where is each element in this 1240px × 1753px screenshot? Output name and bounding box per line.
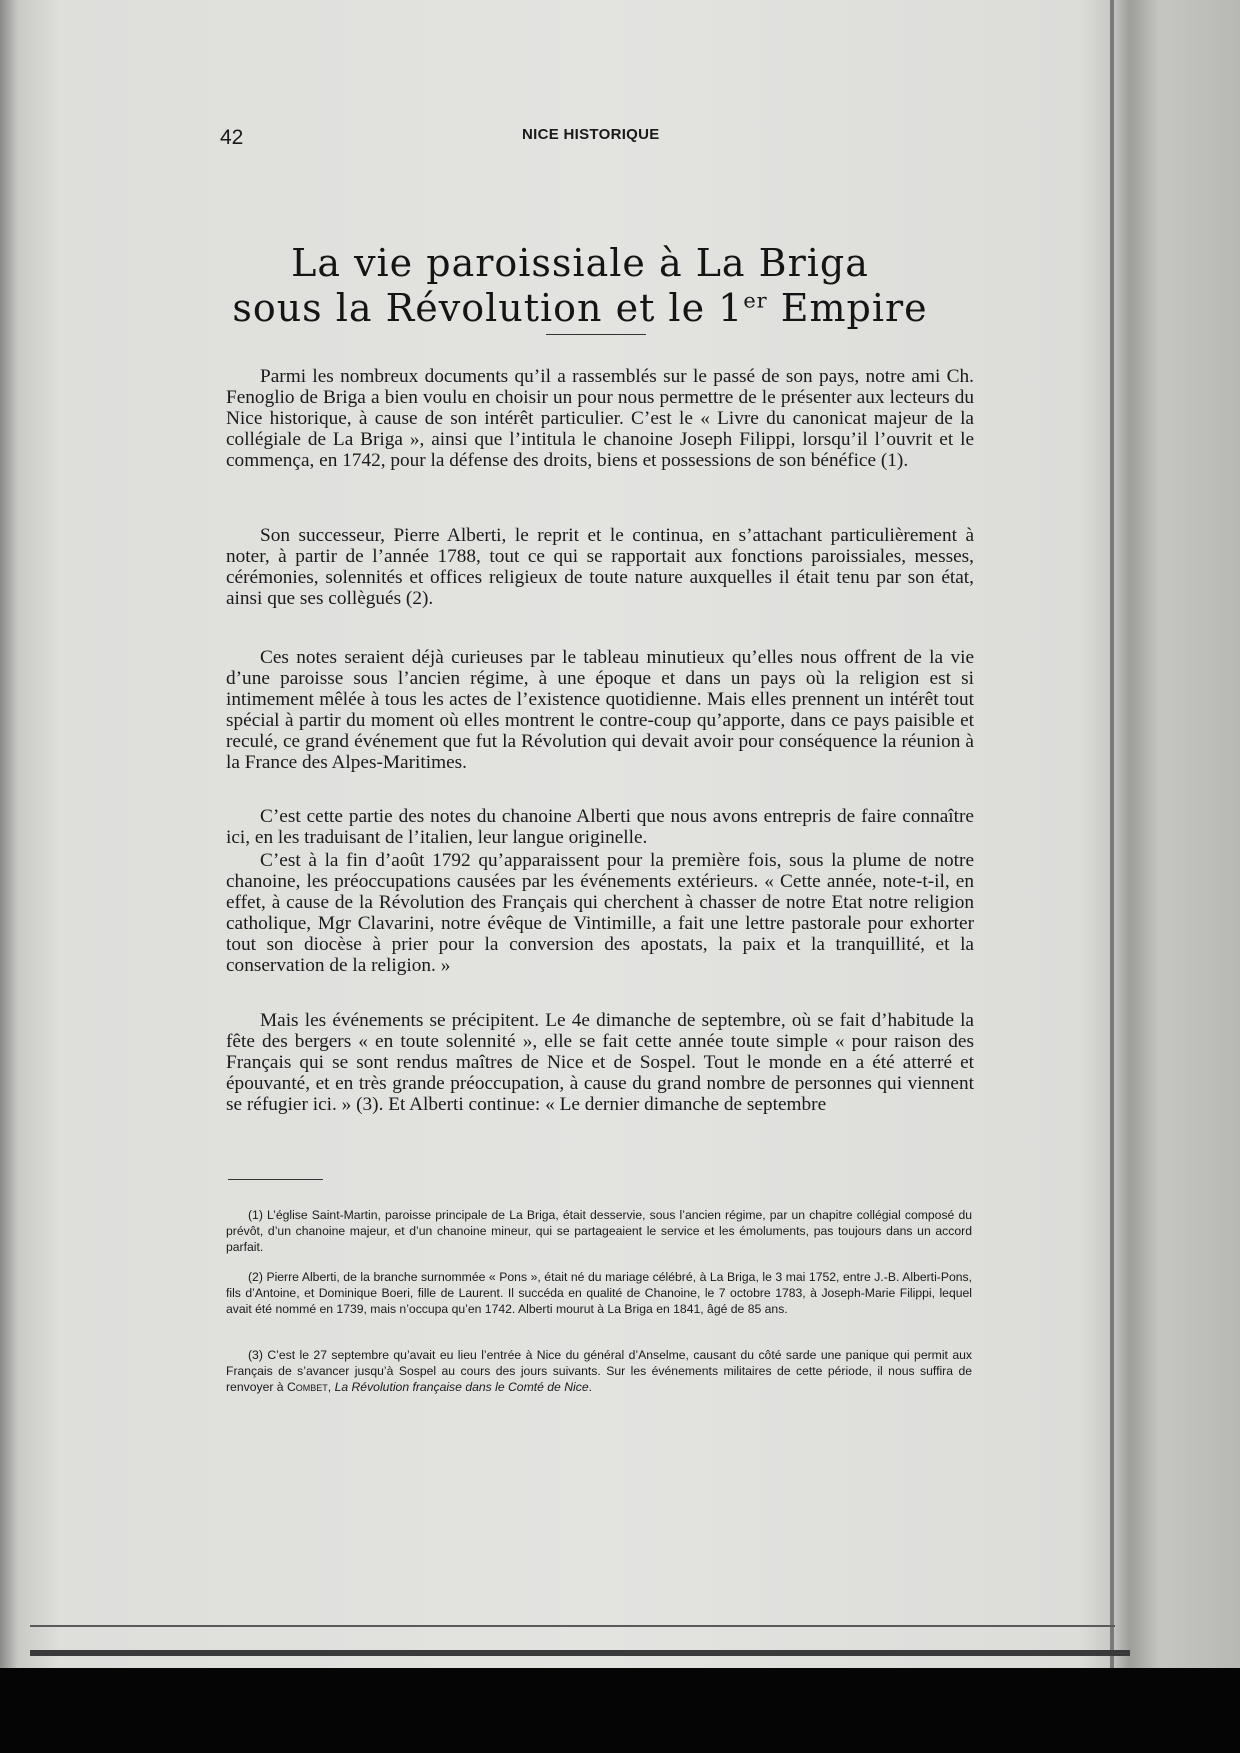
page-edge-shadow <box>1110 0 1114 1690</box>
cited-author: Combet <box>286 1380 328 1394</box>
footnote-2: (2) Pierre Alberti, de la branche surnommée « Pons », était né du mariage célébré, à La Briga, le 3 mai 1752, entre J.-B. Alberti-Pons, fils d’Antoine, et Dominique Boeri, fille de Laurent. Il succéda en qualité de Chanoine, le 7 octobre 1783, à Joseph-Marie Filippi, lequel avait été nommé en 1739, mais n’occupa qu’en 1742. Alberti mourut à La Briga en 1841, âgé de 85 ans. <box>226 1270 972 1316</box>
body-paragraph-6: Mais les événements se précipitent. Le 4e dimanche de septembre, où se fait d’habitude la fête des bergers « en toute solennité », elle se fait cette année toute simple « pour raison des Français qui se sont rendus maîtres de Nice et de Sospel. Tout le monde en a été atterré et épouvanté, et en très grande préoccupation, à cause du grand nombre de personnes qui viennent se réfugier ici. » (3). Et Alberti continue: « Le dernier dimanche de septembre <box>226 1010 974 1116</box>
article-title-line1: La vie paroissiale à La Briga <box>291 241 869 285</box>
footnote-1: (1) L’église Saint-Martin, paroisse principale de La Briga, était desservie, sous l’ancien régime, par un chapitre collégial composé du prévôt, d’un chanoine majeur, et d’un chanoine mineur, qui se partageaient le service et les émoluments, pas toujours dans un accord parfait. <box>226 1208 972 1254</box>
running-title: NICE HISTORIQUE <box>522 126 660 143</box>
footnote-3: (3) C’est le 27 septembre qu’avait eu lieu l’entrée à Nice du général d’Anselme, causant du côté sarde une panique qui permit aux Français de s’avancer jusqu’à Sospel au cours des jours suivants. Sur les événements militaires de cette période, il nous suffira de renvoyer à Combet, La Révolution française dans le Comté de Nice. <box>226 1348 972 1394</box>
title-divider <box>546 334 646 335</box>
body-paragraph-5: C’est à la fin d’août 1792 qu’apparaissent pour la première fois, sous la plume de notre chanoine, les préoccupations causées par les événements extérieurs. « Cette année, note-t-il, en effet, à cause de la Révolution des Français qui cherchent à chasser de notre Etat notre religion catholique, Mgr Clavarini, notre évêque de Vintimille, a fait une lettre pastorale pour exhorter tout son diocèse à prier pour la conversion des apostats, la paix et la tranquillité, et la conservation de la religion. » <box>226 850 974 977</box>
scan-bottom-border <box>0 1668 1240 1753</box>
page-number: 42 <box>220 126 244 149</box>
scan-artifact-line <box>30 1625 1115 1627</box>
article-title-line2: sous la Révolution et le 1er Empire <box>232 286 928 330</box>
body-paragraph-2: Son successeur, Pierre Alberti, le reprit et le continua, en s’attachant particulièrement à noter, à partir de l’année 1788, tout ce qui se rapportait aux fonctions paroissiales, messes, cérémonies, solennités et offices religieux de toute nature auxquelles il était tenu par son état, ainsi que ses collègués (2). <box>226 525 974 610</box>
scan-artifact-band <box>30 1650 1130 1656</box>
cited-work: La Révolution française dans le Comté de Nice <box>334 1380 589 1394</box>
body-paragraph-3: Ces notes seraient déjà curieuses par le tableau minutieux qu’elles nous offrent de la vie d’une paroisse sous l’ancien régime, à une époque et dans un pays où la religion est si intimement mêlée à tous les actes de l’existence quotidienne. Mais elles prennent un intérêt tout spécial à partir du moment où elles montrent le contre-coup qu’apporte, dans ce pays paisible et reculé, ce grand événement que fut la Révolution qui devait avoir pour conséquence la réunion à la France des Alpes-Maritimes. <box>226 647 974 774</box>
superscript-er: er <box>743 288 768 313</box>
body-paragraph-4: C’est cette partie des notes du chanoine Alberti que nous avons entrepris de faire connaître ici, en les traduisant de l’italien, leur langue originelle. <box>226 806 974 849</box>
footnote-divider <box>228 1179 323 1180</box>
body-paragraph-1: Parmi les nombreux documents qu’il a rassemblés sur le passé de son pays, notre ami Ch. Fenoglio de Briga a bien voulu en choisir un pour nous permettre de le présenter aux lecteurs du Nice historique, à cause de son intérêt particulier. C’est le « Livre du canonicat majeur de la collégiale de La Briga », ainsi que l’intitula le chanoine Joseph Filippi, lorsqu’il l’ouvrit et le commença, en 1742, pour la défense des droits, biens et possessions de son bénéfice (1). <box>226 366 974 472</box>
